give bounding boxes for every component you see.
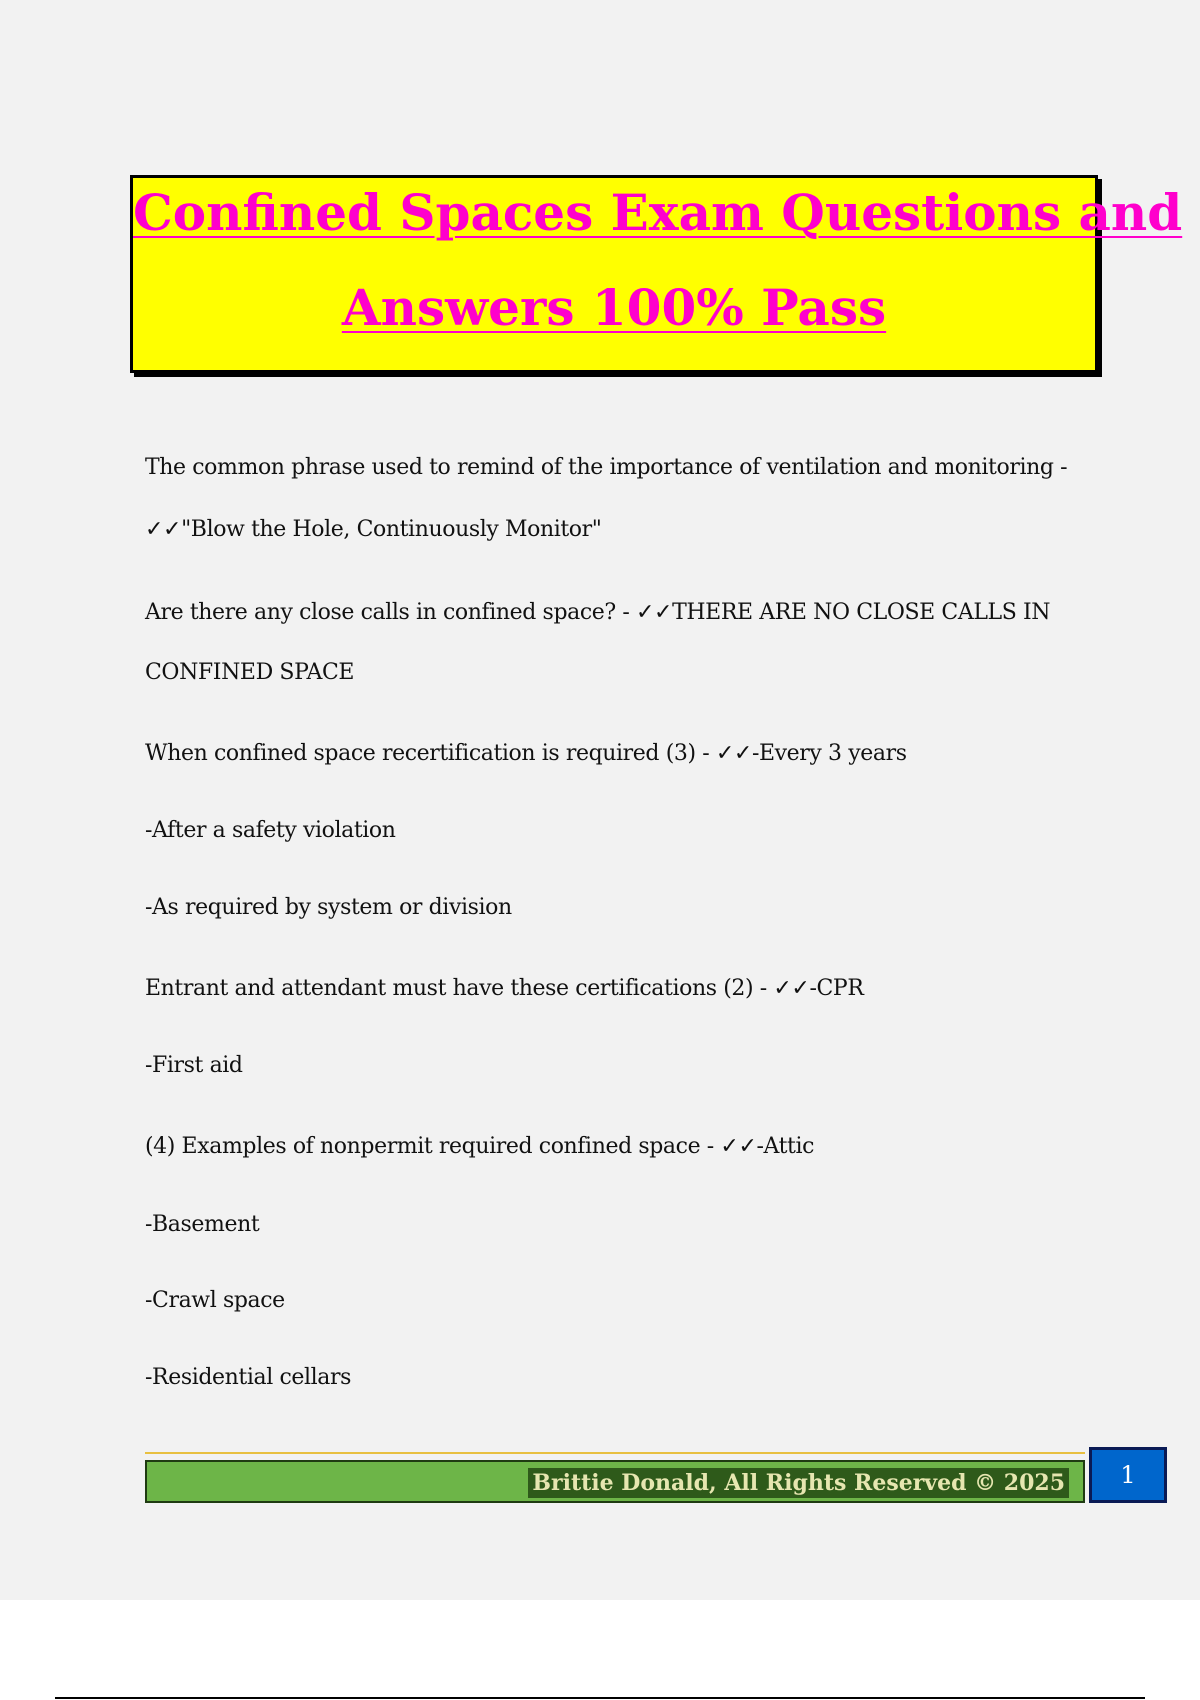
text-line: -Crawl space	[145, 1288, 285, 1313]
double-check-icon: ✓✓	[715, 741, 752, 766]
question-line: When confined space recertification is required (3) - ✓✓-Every 3 years	[145, 741, 907, 766]
question-line: (4) Examples of nonpermit required confined space - ✓✓-Attic	[145, 1134, 815, 1159]
question-line: Are there any close calls in confined space? - ✓✓THERE ARE NO CLOSE CALLS IN	[145, 600, 1051, 625]
text-line: CONFINED SPACE	[145, 660, 355, 685]
text-line: -After a safety violation	[145, 818, 396, 843]
footer-bar	[145, 1460, 1085, 1503]
double-check-icon: ✓✓	[145, 517, 182, 542]
text-line: -Basement	[145, 1212, 260, 1237]
text-line: -As required by system or division	[145, 895, 512, 920]
title-banner	[130, 175, 1183, 373]
text-line: -Residential cellars	[145, 1365, 351, 1390]
title-line-2: Answers 100% Pass	[341, 278, 887, 337]
double-check-icon: ✓✓	[773, 976, 810, 1001]
text-line: ✓✓"Blow the Hole, Continuously Monitor"	[145, 517, 602, 542]
text-line: The common phrase used to remind of the importance of ventilation and monitoring -	[145, 455, 1068, 480]
double-check-icon: ✓✓	[720, 1134, 757, 1159]
page-number: 1	[1089, 1447, 1167, 1503]
footer-divider	[145, 1452, 1085, 1454]
title-line-1: Confined Spaces Exam Questions and	[133, 183, 1183, 242]
double-check-icon: ✓✓	[636, 600, 673, 625]
page-separator	[55, 1697, 1145, 1699]
copyright-text: Brittie Donald, All Rights Reserved © 2025	[528, 1468, 1069, 1498]
text-line: -First aid	[145, 1053, 243, 1078]
question-line: Entrant and attendant must have these certifications (2) - ✓✓-CPR	[145, 976, 864, 1001]
